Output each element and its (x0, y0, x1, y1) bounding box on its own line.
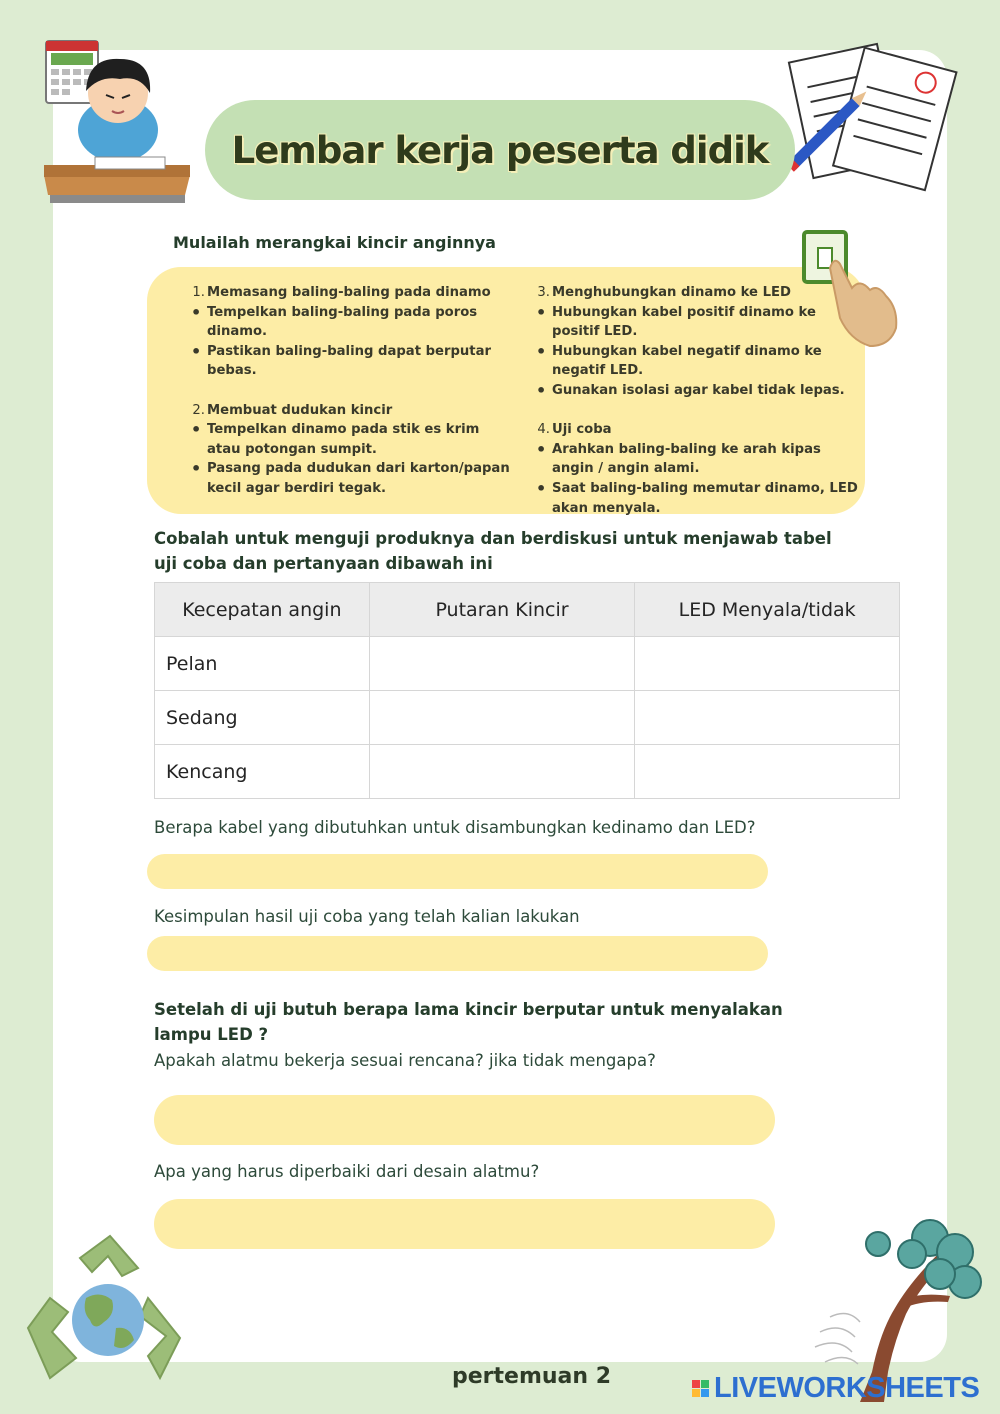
answer-field-2[interactable] (147, 936, 768, 971)
question-1: Berapa kabel yang dibutuhkan untuk disambungkan kedinamo dan LED? (154, 818, 756, 837)
steps-column-left (187, 283, 517, 499)
question-5: Apa yang harus diperbaiki dari desain alatmu? (154, 1162, 540, 1181)
question-4: Apakah alatmu bekerja sesuai rencana? jika tidak mengapa? (154, 1051, 656, 1070)
footer-session: pertemuan 2 (452, 1364, 612, 1389)
answer-field-5[interactable] (154, 1199, 775, 1249)
answer-cell[interactable] (635, 637, 900, 691)
row-label: Sedang (155, 691, 370, 745)
step-title: 3. Menghubungkan dinamo ke LED (537, 285, 791, 300)
page-title: Lembar kerja peserta didik (231, 128, 769, 172)
step-bullet: • Arahkan baling-baling ke arah kipas angin / angin alami. (552, 440, 862, 479)
answer-field-1[interactable] (147, 854, 768, 889)
table-header-row (155, 583, 900, 637)
question-2: Kesimpulan hasil uji coba yang telah kalian lakukan (154, 907, 580, 926)
step-bullet: • Hubungkan kabel positif dinamo ke positif LED. (552, 303, 862, 342)
step-bullets (532, 440, 862, 518)
title-banner (205, 100, 795, 200)
question-3: Setelah di uji butuh berapa lama kincir berputar untuk menyalakan lampu LED ? (154, 1000, 783, 1044)
answer-cell[interactable] (635, 691, 900, 745)
row-label: Pelan (155, 637, 370, 691)
answer-field-4[interactable] (154, 1095, 775, 1145)
switch-hand-illustration (800, 228, 905, 353)
step-title: 4. Uji coba (537, 422, 612, 438)
step-bullet: • Gunakan isolasi agar kabel tidak lepas. (552, 381, 862, 401)
step-bullets (187, 303, 517, 381)
answer-cell[interactable] (369, 745, 635, 799)
brand-name: LIVEWORKSHEETS (714, 1372, 980, 1404)
results-table (154, 582, 900, 799)
papers-illustration (785, 40, 960, 195)
step-bullet: • Tempelkan dinamo pada stik es krim atau potongan sumpit. (207, 420, 517, 459)
step-title: 1. Memasang baling-baling pada dinamo (192, 285, 491, 300)
brand-icon (692, 1380, 709, 1397)
column-header: LED Menyala/tidak (635, 583, 900, 637)
student-illustration (40, 35, 195, 205)
step-bullet: • Saat baling-baling memutar dinamo, LED akan menyala. (552, 479, 862, 518)
recycle-earth-illustration (20, 1228, 195, 1398)
table-row (155, 637, 900, 691)
column-header: Putaran Kincir (369, 583, 635, 637)
step-title: 2. Membuat dudukan kincir (192, 402, 393, 418)
answer-cell[interactable] (369, 691, 635, 745)
step-bullet: • Pasang pada dudukan dari karton/papan kecil agar berdiri tegak. (207, 459, 517, 498)
answer-cell[interactable] (369, 637, 635, 691)
step-bullet: • Hubungkan kabel negatif dinamo ke negatif LED. (552, 342, 862, 381)
answer-cell[interactable] (635, 745, 900, 799)
step-bullets (187, 420, 517, 498)
step-bullet: • Tempelkan baling-baling pada poros dinamo. (207, 303, 517, 342)
test-heading: Cobalah untuk menguji produknya dan berdiskusi untuk menjawab tabel uji coba dan pertanyaan dibawah ini (154, 529, 832, 573)
brand-logo (692, 1372, 979, 1405)
intro-heading: Mulailah merangkai kincir anginnya (173, 233, 496, 252)
steps-panel (147, 267, 865, 514)
step-bullet: • Pastikan baling-baling dapat berputar bebas. (207, 342, 517, 381)
table-row (155, 745, 900, 799)
table-row (155, 691, 900, 745)
column-header: Kecepatan angin (155, 583, 370, 637)
row-label: Kencang (155, 745, 370, 799)
